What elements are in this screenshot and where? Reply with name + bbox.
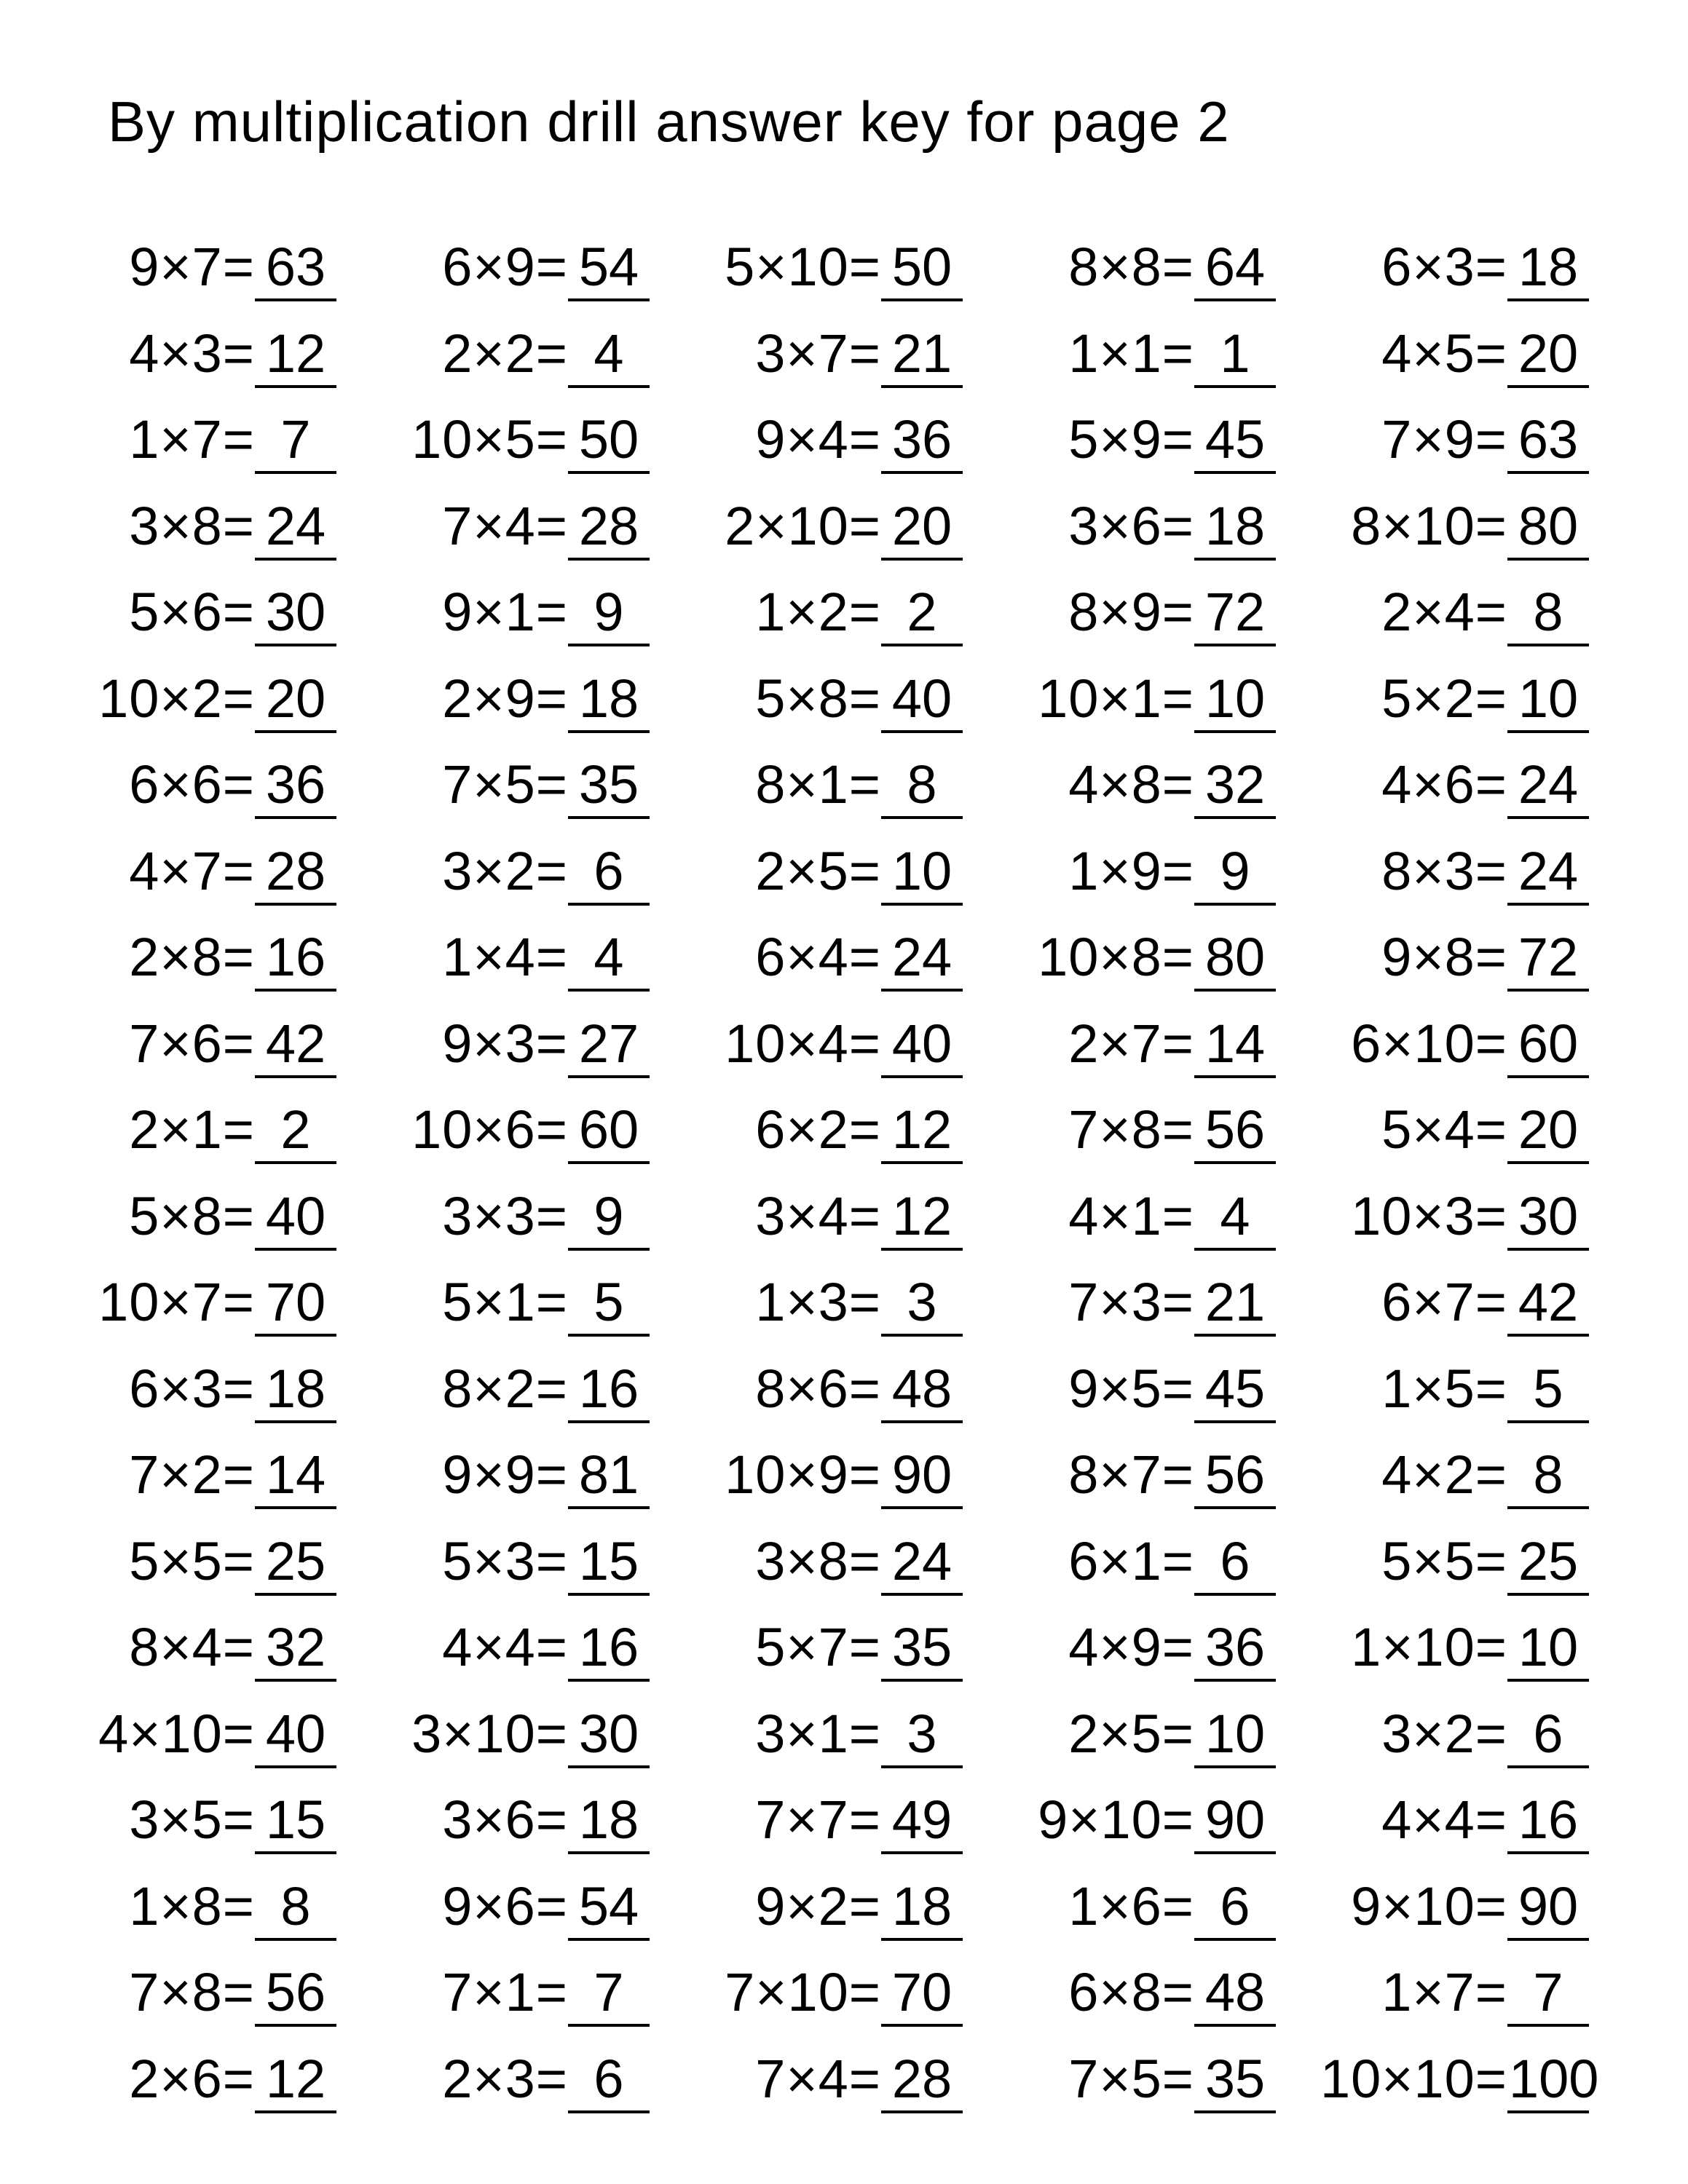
drill-question: 9×2=: [755, 1876, 881, 1936]
drill-question: 6×3=: [1381, 237, 1507, 297]
answer-underline: [1507, 1679, 1589, 1682]
drill-question: 9×8=: [1381, 927, 1507, 987]
drill-question: 5×10=: [725, 237, 881, 297]
drill-answer: 54: [578, 1876, 639, 1936]
drill-question: 6×7=: [1381, 1272, 1507, 1332]
drill-answer: 64: [1204, 237, 1266, 297]
drill-answer: 28: [891, 2049, 953, 2109]
drill-answer: 63: [265, 237, 326, 297]
drill-question: 6×8=: [1068, 1962, 1194, 2022]
drill-item: [0, 1011, 1688, 1077]
drill-question: 3×8=: [129, 496, 255, 556]
answer-underline: [1507, 816, 1589, 819]
drill-question: 8×2=: [442, 1358, 568, 1419]
drill-answer: 45: [1204, 1358, 1266, 1419]
answer-underline: [1507, 1075, 1589, 1078]
drill-question: 9×10=: [1351, 1876, 1507, 1936]
drill-item: [0, 1787, 1688, 1853]
drill-answer: 12: [891, 1099, 953, 1160]
drill-question: 2×7=: [1068, 1013, 1194, 1074]
drill-answer: 8: [1533, 582, 1563, 642]
drill-answer: 9: [593, 582, 624, 642]
drill-item: [0, 752, 1688, 818]
answer-underline: [1507, 1161, 1589, 1164]
drill-question: 9×5=: [1068, 1358, 1194, 1419]
drill-question: 3×5=: [129, 1789, 255, 1850]
drill-question: 5×1=: [442, 1272, 568, 1332]
drill-answer: 32: [265, 1617, 326, 1677]
drill-answer: 24: [891, 927, 953, 987]
drill-answer: 7: [280, 409, 311, 470]
drill-answer: 6: [1533, 1704, 1563, 1764]
drill-question: 1×1=: [1068, 323, 1194, 384]
drill-question: 1×5=: [1381, 1358, 1507, 1419]
drill-question: 7×9=: [1381, 409, 1507, 470]
drill-answer: 63: [1518, 409, 1579, 470]
drill-answer: 5: [593, 1272, 624, 1332]
answer-underline: [1507, 1506, 1589, 1509]
drill-question: 3×1=: [755, 1704, 881, 1764]
drill-item: [0, 579, 1688, 645]
drill-answer: 18: [265, 1358, 326, 1419]
answer-underline: [1507, 558, 1589, 561]
drill-answer: 10: [891, 841, 953, 901]
drill-answer: 14: [265, 1444, 326, 1505]
drill-answer: 72: [1204, 582, 1266, 642]
drill-answer: 54: [578, 237, 639, 297]
drill-answer: 80: [1204, 927, 1266, 987]
drill-question: 9×10=: [1038, 1789, 1194, 1850]
drill-question: 5×7=: [755, 1617, 881, 1677]
drill-question: 5×2=: [1381, 668, 1507, 729]
drill-answer: 12: [265, 323, 326, 384]
drill-question: 2×1=: [129, 1099, 255, 1160]
drill-answer: 16: [265, 927, 326, 987]
drill-item: [0, 234, 1688, 300]
drill-question: 10×8=: [1038, 927, 1194, 987]
drill-answer: 27: [578, 1013, 639, 1074]
drill-question: 10×6=: [411, 1099, 568, 1160]
drill-answer: 8: [280, 1876, 311, 1936]
drill-question: 2×8=: [129, 927, 255, 987]
drill-question: 9×1=: [442, 582, 568, 642]
drill-answer: 16: [1518, 1789, 1579, 1850]
drill-answer: 50: [891, 237, 953, 297]
drill-answer: 40: [891, 1013, 953, 1074]
drill-question: 7×8=: [1068, 1099, 1194, 1160]
drill-question: 4×4=: [442, 1617, 568, 1677]
drill-question: 7×5=: [1068, 2049, 1194, 2109]
drill-answer: 35: [891, 1617, 953, 1677]
drill-answer: 90: [1518, 1876, 1579, 1936]
answer-underline: [1507, 903, 1589, 906]
drill-question: 7×3=: [1068, 1272, 1194, 1332]
drill-answer: 3: [907, 1704, 937, 1764]
drill-answer: 8: [1533, 1444, 1563, 1505]
drill-item: [0, 2046, 1688, 2112]
drill-answer: 40: [265, 1704, 326, 1764]
drill-question: 7×7=: [755, 1789, 881, 1850]
drill-answer: 18: [578, 1789, 639, 1850]
drill-answer: 60: [1518, 1013, 1579, 1074]
drill-item: [0, 1097, 1688, 1163]
drill-question: 3×8=: [755, 1531, 881, 1591]
drill-answer: 4: [593, 323, 624, 384]
drill-question: 10×4=: [725, 1013, 881, 1074]
drill-answer: 24: [891, 1531, 953, 1591]
drill-item: [0, 321, 1688, 387]
drill-question: 8×10=: [1351, 496, 1507, 556]
drill-answer: 80: [1518, 496, 1579, 556]
drill-answer: 18: [891, 1876, 953, 1936]
drill-answer: 40: [265, 1186, 326, 1246]
drill-item: [0, 1529, 1688, 1594]
drill-answer: 20: [1518, 323, 1579, 384]
answer-underline: [1507, 644, 1589, 646]
answer-underline: [1507, 1420, 1589, 1423]
drill-answer: 30: [1518, 1186, 1579, 1246]
drill-question: 1×2=: [755, 582, 881, 642]
drill-answer: 25: [1518, 1531, 1579, 1591]
drill-item: [0, 494, 1688, 559]
drill-answer: 6: [1220, 1876, 1250, 1936]
drill-answer: 24: [265, 496, 326, 556]
drill-question: 5×5=: [1381, 1531, 1507, 1591]
drill-question: 3×2=: [442, 841, 568, 901]
drill-answer: 10: [1518, 668, 1579, 729]
answer-underline: [1507, 1248, 1589, 1251]
drill-item: [0, 839, 1688, 904]
drill-answer: 70: [265, 1272, 326, 1332]
drill-question: 9×7=: [129, 237, 255, 297]
drill-question: 3×6=: [442, 1789, 568, 1850]
drill-answer: 30: [265, 582, 326, 642]
drill-question: 9×4=: [755, 409, 881, 470]
answer-underline: [1507, 1851, 1589, 1854]
drill-question: 4×1=: [1068, 1186, 1194, 1246]
drill-answer: 70: [891, 1962, 953, 2022]
drill-answer: 9: [593, 1186, 624, 1246]
drill-question: 1×7=: [129, 409, 255, 470]
drill-answer: 20: [1518, 1099, 1579, 1160]
drill-question: 1×9=: [1068, 841, 1194, 901]
drill-item: [0, 1960, 1688, 2025]
drill-answer: 4: [593, 927, 624, 987]
drill-question: 9×9=: [442, 1444, 568, 1505]
drill-answer: 49: [891, 1789, 953, 1850]
drill-answer: 25: [265, 1531, 326, 1591]
drill-question: 9×6=: [442, 1876, 568, 1936]
drill-answer: 3: [907, 1272, 937, 1332]
drill-answer: 28: [265, 841, 326, 901]
drill-answer: 45: [1204, 409, 1266, 470]
drill-answer: 42: [265, 1013, 326, 1074]
drill-answer: 36: [265, 754, 326, 815]
drill-answer: 40: [891, 668, 953, 729]
drill-question: 1×4=: [442, 927, 568, 987]
drill-question: 1×8=: [129, 1876, 255, 1936]
drill-answer: 10: [1204, 1704, 1266, 1764]
drill-question: 2×9=: [442, 668, 568, 729]
drill-answer: 10: [1518, 1617, 1579, 1677]
drill-question: 5×3=: [442, 1531, 568, 1591]
drill-answer: 32: [1204, 754, 1266, 815]
drill-question: 6×3=: [129, 1358, 255, 1419]
drill-question: 4×8=: [1068, 754, 1194, 815]
drill-answer: 12: [891, 1186, 953, 1246]
answer-underline: [1507, 730, 1589, 733]
drill-answer: 6: [593, 2049, 624, 2109]
drill-question: 6×9=: [442, 237, 568, 297]
drill-answer: 20: [265, 668, 326, 729]
drill-question: 6×10=: [1351, 1013, 1507, 1074]
drill-question: 2×2=: [442, 323, 568, 384]
drill-answer: 2: [280, 1099, 311, 1160]
answer-underline: [1507, 2110, 1589, 2113]
drill-question: 3×7=: [755, 323, 881, 384]
answer-underline: [1507, 2024, 1589, 2027]
page-title: By multiplication drill answer key for page 2: [108, 90, 1230, 154]
drill-answer: 18: [1204, 496, 1266, 556]
drill-question: 2×5=: [755, 841, 881, 901]
drill-answer: 90: [1204, 1789, 1266, 1850]
answer-underline: [1507, 385, 1589, 388]
drill-answer: 21: [1204, 1272, 1266, 1332]
drill-answer: 24: [1518, 754, 1579, 815]
drill-item: [0, 1270, 1688, 1335]
drill-question: 4×10=: [98, 1704, 255, 1764]
drill-question: 10×7=: [98, 1272, 255, 1332]
drill-question: 7×5=: [442, 754, 568, 815]
drill-answer: 48: [891, 1358, 953, 1419]
drill-question: 5×5=: [129, 1531, 255, 1591]
drill-answer: 5: [1533, 1358, 1563, 1419]
drill-question: 4×4=: [1381, 1789, 1507, 1850]
answer-underline: [1507, 298, 1589, 301]
drill-item: [0, 1874, 1688, 1939]
drill-item: [0, 1442, 1688, 1508]
drill-question: 4×6=: [1381, 754, 1507, 815]
drill-answer: 36: [891, 409, 953, 470]
drill-question: 7×6=: [129, 1013, 255, 1074]
drill-item: [0, 1701, 1688, 1767]
drill-answer: 90: [891, 1444, 953, 1505]
drill-answer: 8: [907, 754, 937, 815]
drill-answer: 9: [1220, 841, 1250, 901]
drill-item: [0, 1356, 1688, 1422]
drill-question: 10×3=: [1351, 1186, 1507, 1246]
drill-question: 1×10=: [1351, 1617, 1507, 1677]
drill-question: 10×9=: [725, 1444, 881, 1505]
drill-answer: 15: [265, 1789, 326, 1850]
drill-question: 5×8=: [129, 1186, 255, 1246]
drill-answer: 56: [1204, 1444, 1266, 1505]
drill-question: 8×6=: [755, 1358, 881, 1419]
drill-question: 6×6=: [129, 754, 255, 815]
answer-underline: [1507, 1593, 1589, 1596]
drill-answer: 81: [578, 1444, 639, 1505]
drill-question: 7×4=: [755, 2049, 881, 2109]
drill-question: 1×6=: [1068, 1876, 1194, 1936]
drill-answer: 10: [1204, 668, 1266, 729]
drill-answer: 1: [1220, 323, 1250, 384]
drill-question: 10×5=: [411, 409, 568, 470]
drill-answer: 21: [891, 323, 953, 384]
drill-answer: 2: [907, 582, 937, 642]
drill-question: 6×1=: [1068, 1531, 1194, 1591]
answer-underline: [1507, 1938, 1589, 1941]
drill-question: 5×9=: [1068, 409, 1194, 470]
drill-question: 6×4=: [755, 927, 881, 987]
drill-answer: 42: [1518, 1272, 1579, 1332]
drill-item: [0, 407, 1688, 472]
drill-question: 8×8=: [1068, 237, 1194, 297]
drill-answer: 7: [1533, 1962, 1563, 2022]
drill-question: 2×6=: [129, 2049, 255, 2109]
drill-question: 8×9=: [1068, 582, 1194, 642]
drill-question: 3×10=: [411, 1704, 568, 1764]
drill-question: 7×2=: [129, 1444, 255, 1505]
drill-question: 7×10=: [725, 1962, 881, 2022]
drill-answer: 48: [1204, 1962, 1266, 2022]
drill-answer: 24: [1518, 841, 1579, 901]
drill-answer: 16: [578, 1617, 639, 1677]
drill-answer: 14: [1204, 1013, 1266, 1074]
drill-question: 5×8=: [755, 668, 881, 729]
drill-answer: 35: [578, 754, 639, 815]
drill-question: 10×2=: [98, 668, 255, 729]
drill-question: 8×7=: [1068, 1444, 1194, 1505]
drill-answer: 28: [578, 496, 639, 556]
drill-question: 8×1=: [755, 754, 881, 815]
drill-question: 2×10=: [725, 496, 881, 556]
drill-answer: 35: [1204, 2049, 1266, 2109]
drill-answer: 6: [593, 841, 624, 901]
answer-underline: [1507, 1765, 1589, 1768]
drill-item: [0, 925, 1688, 990]
drill-question: 10×10=: [1320, 2049, 1507, 2109]
answer-underline: [1507, 1334, 1589, 1337]
drill-question: 3×6=: [1068, 496, 1194, 556]
drill-question: 4×3=: [129, 323, 255, 384]
drill-answer: 12: [265, 2049, 326, 2109]
drill-item: [0, 666, 1688, 732]
drill-question: 9×3=: [442, 1013, 568, 1074]
answer-underline: [1507, 989, 1589, 992]
drill-question: 2×5=: [1068, 1704, 1194, 1764]
drill-answer: 18: [578, 668, 639, 729]
drill-answer: 6: [1220, 1531, 1250, 1591]
drill-answer: 100: [1509, 2049, 1599, 2109]
drill-question: 1×3=: [755, 1272, 881, 1332]
drill-item: [0, 1184, 1688, 1249]
drill-question: 4×2=: [1381, 1444, 1507, 1505]
drill-question: 5×6=: [129, 582, 255, 642]
drill-answer: 7: [593, 1962, 624, 2022]
drill-question: 5×4=: [1381, 1099, 1507, 1160]
drill-question: 2×3=: [442, 2049, 568, 2109]
drill-answer: 50: [578, 409, 639, 470]
drill-question: 4×5=: [1381, 323, 1507, 384]
drill-question: 7×1=: [442, 1962, 568, 2022]
drill-question: 4×7=: [129, 841, 255, 901]
drill-answer: 30: [578, 1704, 639, 1764]
drill-answer: 16: [578, 1358, 639, 1419]
answer-underline: [1507, 471, 1589, 474]
drill-question: 3×2=: [1381, 1704, 1507, 1764]
drill-question: 3×3=: [442, 1186, 568, 1246]
drill-question: 6×2=: [755, 1099, 881, 1160]
drill-answer: 56: [1204, 1099, 1266, 1160]
drill-question: 8×4=: [129, 1617, 255, 1677]
drill-answer: 72: [1518, 927, 1579, 987]
drill-answer: 60: [578, 1099, 639, 1160]
drill-answer: 18: [1518, 237, 1579, 297]
drill-answer: 15: [578, 1531, 639, 1591]
drill-question: 8×3=: [1381, 841, 1507, 901]
drill-item: [0, 1615, 1688, 1680]
drill-question: 7×4=: [442, 496, 568, 556]
drill-question: 3×4=: [755, 1186, 881, 1246]
drill-question: 1×7=: [1381, 1962, 1507, 2022]
drill-question: 4×9=: [1068, 1617, 1194, 1677]
drill-question: 7×8=: [129, 1962, 255, 2022]
drill-answer: 20: [891, 496, 953, 556]
drill-answer: 36: [1204, 1617, 1266, 1677]
drill-question: 10×1=: [1038, 668, 1194, 729]
drill-answer: 4: [1220, 1186, 1250, 1246]
drill-question: 2×4=: [1381, 582, 1507, 642]
drill-answer: 56: [265, 1962, 326, 2022]
